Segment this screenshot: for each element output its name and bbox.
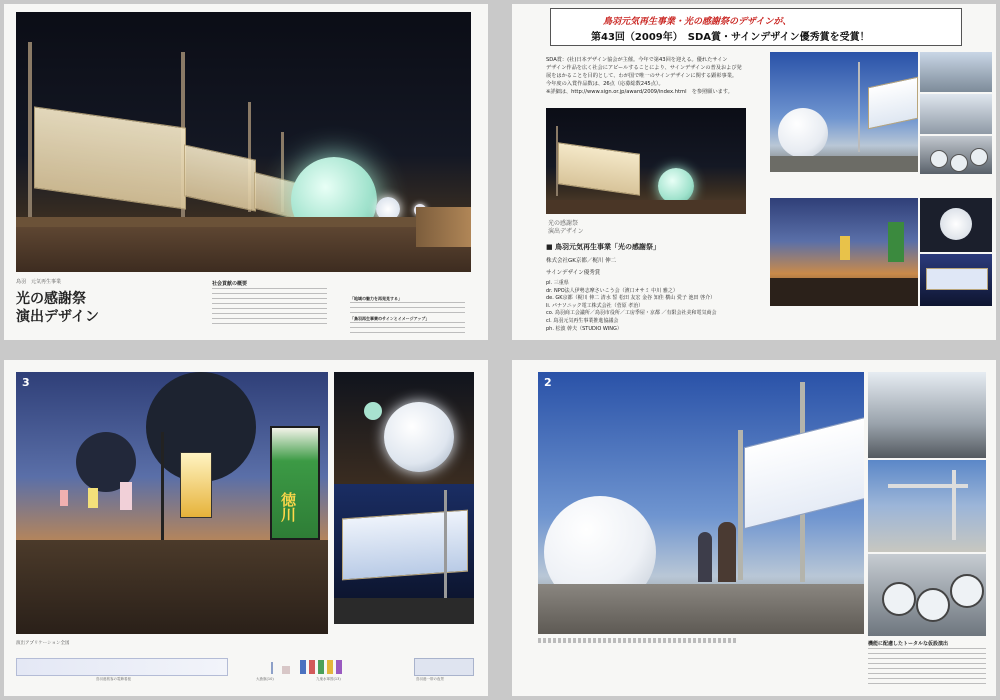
- diagram-label-1: 鳥羽港旅客の電飾看板: [96, 677, 131, 681]
- photo-night-globe-closeup: [334, 372, 474, 484]
- application-diagram: [16, 650, 472, 684]
- signboard-text: 徳川: [279, 492, 297, 522]
- project-title: ■ 鳥羽元気再生事業「光の感謝祭」: [546, 243, 661, 251]
- illustrated-banner: [744, 417, 864, 529]
- bottom-section-body: [868, 648, 986, 688]
- hero-photo-night-waterfront: [16, 12, 471, 272]
- kicker-text: 鳥羽 元気再生事業: [16, 279, 62, 285]
- photo-caption: [538, 638, 738, 643]
- photo-side-banner-night: [920, 254, 992, 306]
- photo-night-banner-fence: [334, 484, 474, 624]
- page-bottom-left: [4, 360, 488, 696]
- page-number: 2: [544, 376, 552, 389]
- section-heading-overview: 社会貢献の概要: [212, 281, 248, 287]
- rediscover-body-text: [350, 302, 465, 314]
- page-bottom-right: [512, 360, 996, 696]
- award-headline-box: [550, 8, 962, 46]
- overview-body-text: [212, 288, 327, 328]
- page-top-left: [4, 4, 488, 340]
- award-intro-text: SDA賞：(社)日本デザイン協会が主催。今年で第43回を迎える。優れたサイン デザイン作品を広く社会にアピールすることにより、サインデザインの普及および発 展をはかることを目的として、わが国で唯一のサインデザインに関する顕彰事業。 今年度の入賞作品数は、26点（応募総数245点）。 ※詳細は、http://www.sign.or.jp/award/2009/index.html を参照願います。: [546, 57, 742, 95]
- photo-day-globe-visitors: [538, 372, 864, 634]
- award-headline-line2: 第43回（2009年） SDA賞・サインデザイン優秀賞を受賞！: [591, 32, 870, 43]
- company-name: 株式会社GK京都／梶川 伸二: [546, 258, 617, 264]
- section-heading-rediscover: 「地域の魅力を再発見する」: [350, 296, 402, 301]
- page-top-right: [512, 4, 996, 340]
- award-panel-label: 光の感謝祭 演出デザイン: [548, 220, 584, 235]
- signboard-tokugawa: [270, 426, 320, 540]
- photo-side-tent: [920, 52, 992, 92]
- photo-side-tent-crowd: [868, 372, 986, 458]
- photo-side-cylinders: [920, 136, 992, 174]
- credits-list: pl. 三重県 dr. NPO法人伊勢志摩さいこう会（濱口オサミ 中川 雅之） de. GK京都（梶川 伸二 清水 誓 松田 友宏 金谷 知佳 横山 愛子 池田 啓介） li. パナソニック電工株式会社（菅原 孝治） co. 鳥羽商工会議所／鳥羽市役所／工房季屋・京都 ／有限会社美和電気商会 cl. 鳥羽元気再生事業推進協議会 ph. 松波 幹夫（STUDIO WING）: [546, 280, 717, 332]
- page-title-line2: 演出デザイン: [16, 309, 100, 325]
- diagram-label-3: 九鬼水軍図(13): [316, 677, 341, 681]
- award-name: サインデザイン優秀賞: [546, 270, 601, 276]
- section-heading-sign: 「鳥羽再生事業のサインとイメージアップ」: [350, 316, 430, 321]
- photo-dusk-signboards: [770, 198, 918, 306]
- diagram-caption: 演出アプリケーション全図: [16, 641, 70, 646]
- award-headline-line1: 鳥羽元気再生事業・光の感謝祭のデザインが、: [603, 17, 792, 27]
- photo-side-globe-night: [920, 198, 992, 252]
- award-panel-night-photo: [546, 108, 746, 214]
- diagram-label-4: 鳥羽港一帯の夜景: [416, 677, 444, 681]
- diagram-label-2: 大漁旗(10): [256, 677, 274, 681]
- photo-side-pipes: [920, 94, 992, 134]
- page-title-line1: 光の感謝祭: [16, 291, 86, 307]
- page-number: 3: [22, 376, 30, 389]
- photo-day-globe-pier: [770, 52, 918, 172]
- sign-body-text: [350, 322, 465, 334]
- bottom-section-heading: 機能に配慮したトータルな仮設演出: [868, 641, 949, 647]
- photo-side-pipe-bases: [868, 554, 986, 636]
- photo-dusk-lantern-promenade: [16, 372, 328, 634]
- photo-side-installation-work: [868, 460, 986, 552]
